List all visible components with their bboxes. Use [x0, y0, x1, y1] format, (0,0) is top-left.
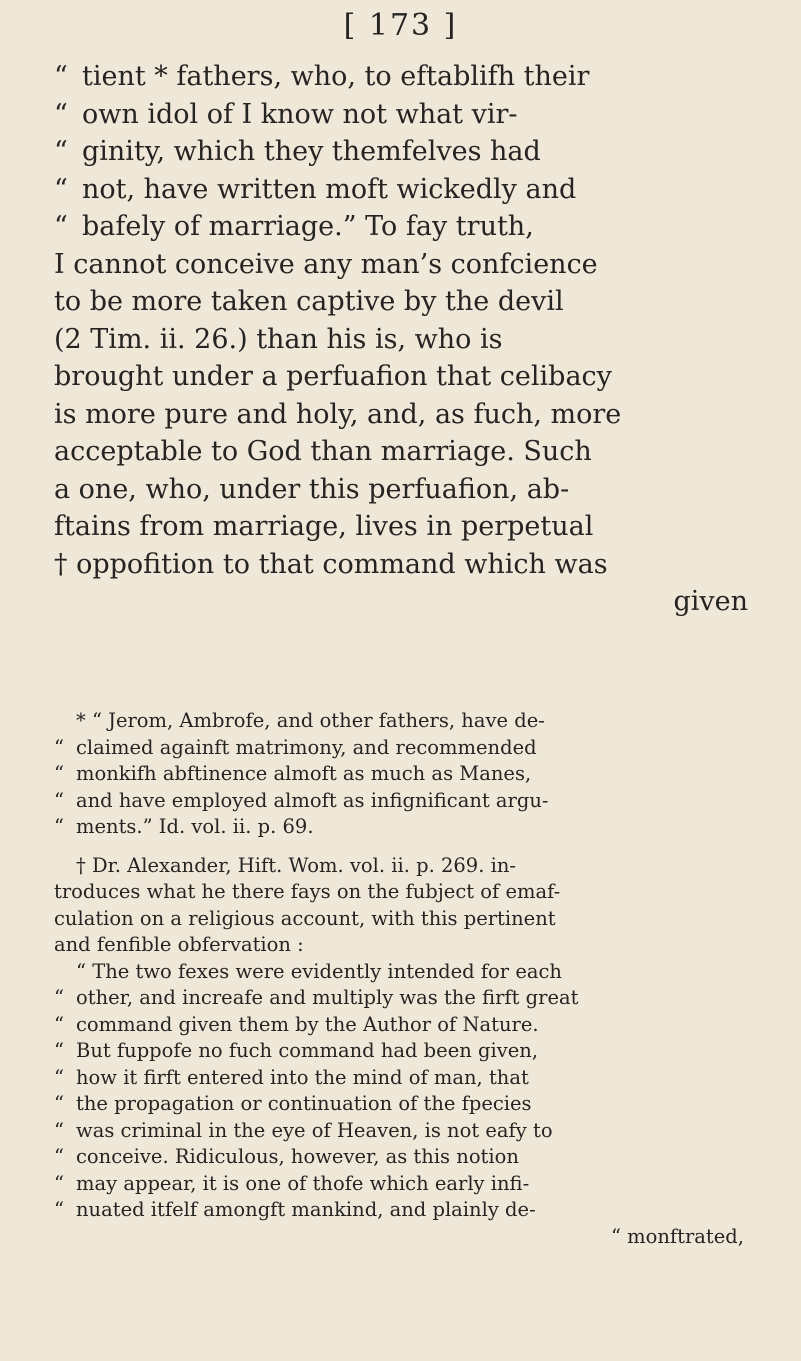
- line-text: monftrated,: [627, 1224, 744, 1248]
- line-text: to be more taken captive by the devil: [54, 286, 564, 317]
- line-text: other, and increafe and multiply was the firft great: [76, 986, 579, 1009]
- text-line: [54, 321, 764, 359]
- footnote-catchword: [54, 1224, 764, 1251]
- quote-mark: “: [54, 815, 64, 838]
- line-text: how it firft entered into the mind of man, that: [76, 1065, 529, 1089]
- line-text: may appear, it is one of thofe which early infi-: [76, 1171, 530, 1195]
- footnotes: [54, 708, 764, 1250]
- footnote-line: [54, 1118, 764, 1145]
- line-text: † oppofition to that command which was: [54, 548, 608, 580]
- main-text: [54, 58, 764, 621]
- quote-mark: “: [54, 98, 68, 130]
- text-line: [54, 246, 764, 284]
- line-text: and have employed almoft as infignificant argu-: [76, 788, 549, 812]
- quote-mark: “: [54, 1012, 64, 1036]
- quote-mark: “: [54, 61, 68, 92]
- footnote-line: [54, 1038, 764, 1065]
- quote-mark: “: [54, 211, 68, 242]
- text-line: [54, 433, 764, 471]
- catchword: [54, 583, 764, 621]
- line-text: given: [673, 586, 748, 617]
- text-line: [54, 546, 764, 584]
- line-text: But fuppofe no fuch command had been given,: [76, 1039, 539, 1062]
- text-line: [54, 133, 764, 171]
- text-line: [54, 358, 764, 396]
- footnote-line: [54, 1197, 764, 1224]
- footnote-line: [54, 853, 764, 880]
- line-text: troduces what he there fays on the fubject of emaf-: [54, 880, 561, 903]
- line-text: command given them by the Author of Nature.: [76, 1012, 539, 1036]
- text-line: [54, 58, 764, 96]
- text-line: [54, 471, 764, 509]
- quote-mark: “: [54, 762, 64, 785]
- quote-mark: “: [76, 959, 86, 983]
- line-text: claimed againft matrimony, and recommended: [76, 735, 537, 759]
- line-text: was criminal in the eye of Heaven, is not eafy to: [76, 1118, 553, 1142]
- line-text: The two fexes were evidently intended for each: [92, 959, 562, 983]
- text-line: [54, 208, 764, 246]
- footnote-line: [54, 814, 764, 841]
- footnote-line: [54, 906, 764, 933]
- quote-mark: “: [54, 735, 64, 759]
- line-text: I cannot conceive any man’s confcience: [54, 248, 598, 280]
- quote-mark: “: [54, 788, 64, 812]
- line-text: the propagation or continuation of the fpecies: [76, 1092, 532, 1115]
- footnote-line: [54, 959, 764, 986]
- line-text: ftains from marriage, lives in perpetual: [54, 511, 594, 542]
- quote-mark: “: [54, 1039, 64, 1062]
- line-text: ginity, which they themfelves had: [82, 136, 541, 167]
- line-text: Jerom, Ambrofe, and other fathers, have de-: [108, 709, 545, 732]
- footnote-line: [54, 761, 764, 788]
- line-text: nuated itfelf amongft mankind, and plainly de-: [76, 1198, 536, 1221]
- line-text: and fenfible obfervation :: [54, 933, 304, 956]
- footnote-line: [54, 932, 764, 959]
- footnote-mark: * “: [76, 709, 102, 732]
- footnote-line: [54, 985, 764, 1012]
- line-text: † Dr. Alexander, Hift. Wom. vol. ii. p. 269. in-: [76, 853, 516, 877]
- footnote-line: [54, 1144, 764, 1171]
- quote-mark: “: [54, 1118, 64, 1142]
- line-text: ments.” Id. vol. ii. p. 69.: [76, 815, 314, 838]
- footnote-line: [54, 1012, 764, 1039]
- quote-mark: “: [54, 1171, 64, 1195]
- footnote-line: [54, 788, 764, 815]
- footnote-line: [54, 708, 764, 735]
- line-text: conceive. Ridiculous, however, as this notion: [76, 1145, 519, 1168]
- line-text: (2 Tim. ii. 26.) than his is, who is: [54, 323, 503, 355]
- quote-mark: “: [54, 986, 64, 1009]
- text-line: [54, 396, 764, 434]
- line-text: brought under a perfuafion that celibacy: [54, 361, 612, 392]
- quote-mark: “: [54, 1198, 64, 1221]
- line-text: bafely of marriage.” To fay truth,: [82, 211, 534, 242]
- line-text: acceptable to God than marriage. Such: [54, 436, 592, 467]
- line-text: a one, who, under this perfuafion, ab-: [54, 473, 570, 505]
- quote-mark: “: [54, 1145, 64, 1168]
- quote-mark: “: [54, 1092, 64, 1115]
- quote-mark: “: [54, 1065, 64, 1089]
- footnote-line: [54, 1171, 764, 1198]
- line-text: own idol of I know not what vir-: [82, 98, 518, 130]
- line-text: is more pure and holy, and, as fuch, more: [54, 398, 622, 430]
- footnote-line: [54, 735, 764, 762]
- line-text: monkifh abftinence almoft as much as Manes,: [76, 762, 532, 785]
- quote-mark: “: [54, 173, 68, 205]
- footnote-line: [54, 1091, 764, 1118]
- quote-mark: “: [54, 136, 68, 167]
- text-line: [54, 508, 764, 546]
- line-text: tient * fathers, who, to eftablifh their: [82, 61, 590, 92]
- text-line: [54, 96, 764, 134]
- line-text: culation on a religious account, with this pertinent: [54, 906, 556, 930]
- page-number-header: [ 173 ]: [343, 8, 458, 43]
- quote-mark: “: [610, 1224, 621, 1248]
- footnote-line: [54, 879, 764, 906]
- footnote-line: [54, 1065, 764, 1092]
- text-line: [54, 283, 764, 321]
- line-text: not, have written moft wickedly and: [82, 173, 577, 205]
- text-line: [54, 171, 764, 209]
